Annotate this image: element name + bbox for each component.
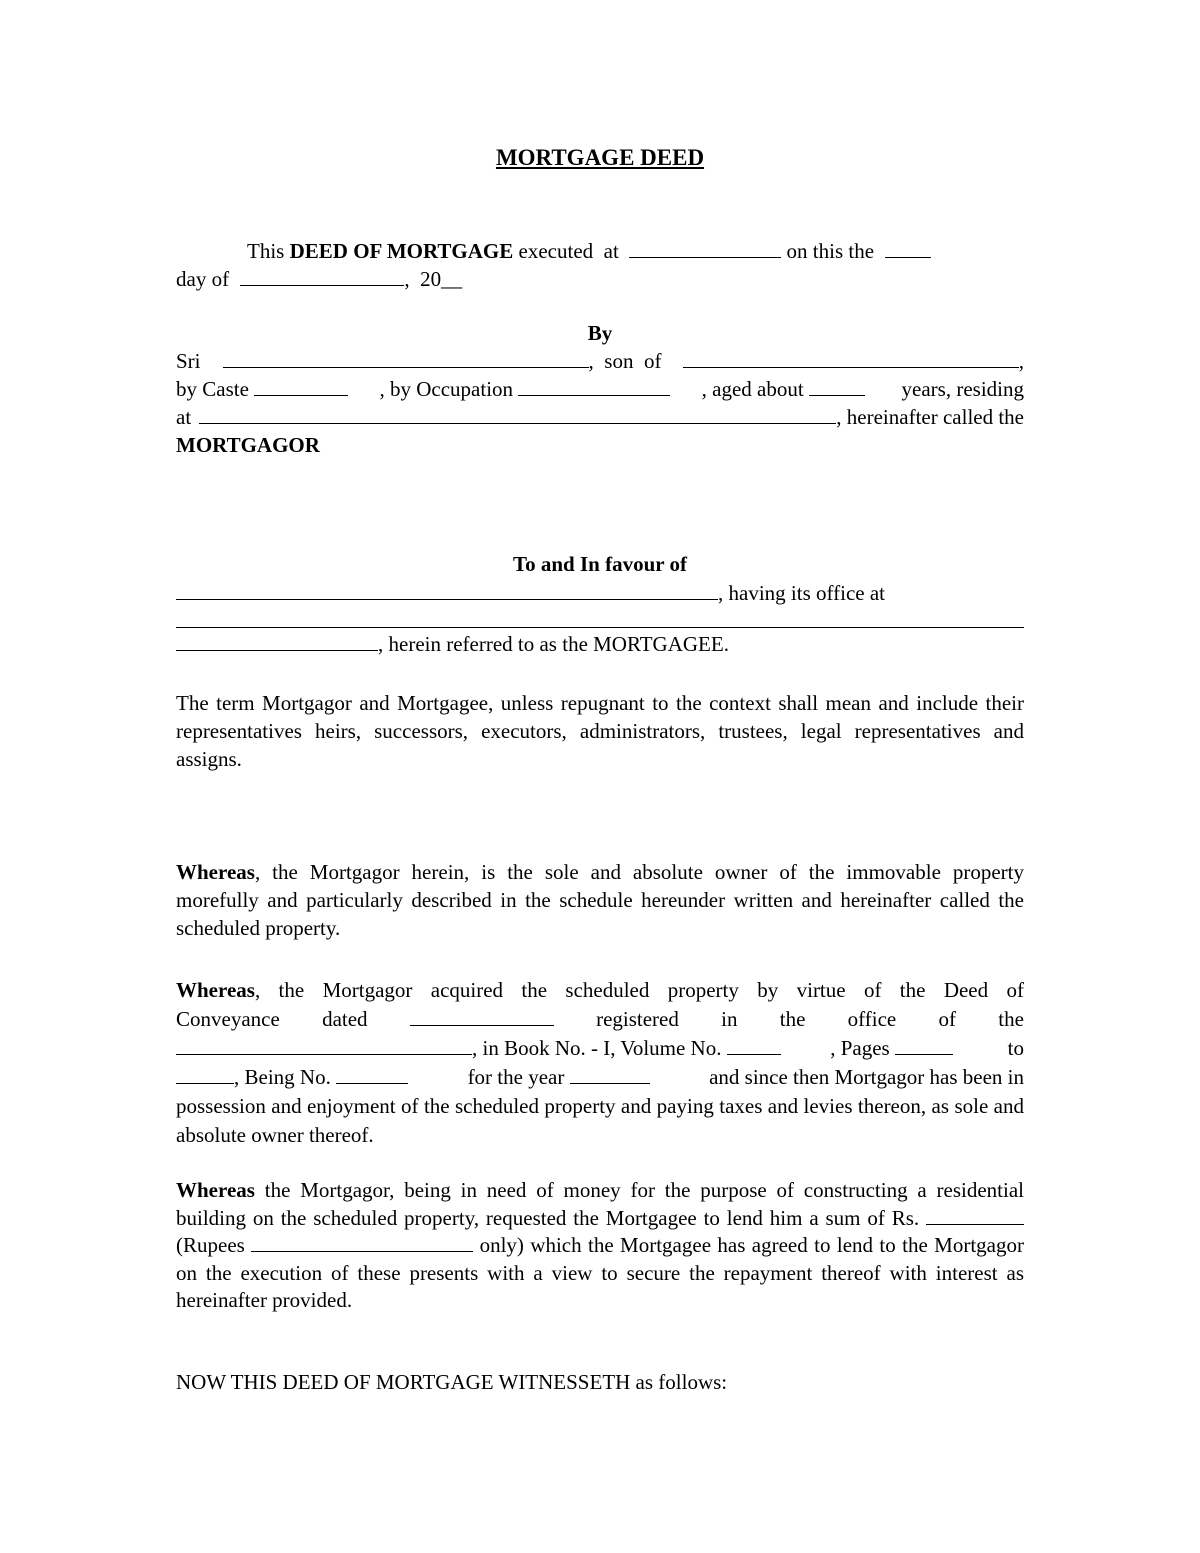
word-office: office <box>847 1007 897 1031</box>
place-blank <box>629 239 781 258</box>
word-in: in <box>721 1007 738 1031</box>
rupees-label: (Rupees <box>176 1233 252 1257</box>
whereas-1-bold: Whereas <box>176 860 255 884</box>
volume-blank <box>727 1036 781 1055</box>
whereas-1-paragraph <box>176 858 1024 942</box>
word-of: of <box>938 1007 957 1031</box>
whereas-1-text: , the Mortgagor herein, is the sole and absolute owner of the immovable property morefully and particularly described in the schedule hereunder written and hereinafter called the scheduled property. <box>176 860 1024 940</box>
intro-line-2 <box>176 265 1024 293</box>
word-conveyance: Conveyance <box>176 1007 280 1031</box>
favour-heading: To and In favour of <box>513 552 687 576</box>
pages-blank <box>895 1036 953 1055</box>
book-label: , in Book No. - I, Volume No. <box>472 1036 727 1060</box>
mortgagor-block <box>176 347 1024 459</box>
being-no-blank <box>336 1065 408 1084</box>
term-paragraph: The term Mortgagor and Mortgagee, unless repugnant to the context shall mean and include their representatives heirs, successors, executors, administrators, trustees, legal representatives and assigns. <box>176 691 1024 771</box>
office-address-blank-2 <box>176 632 378 651</box>
sri-label: Sri <box>176 349 201 373</box>
at-label: at <box>176 405 192 429</box>
month-blank <box>240 267 404 286</box>
father-name-blank <box>683 349 1018 368</box>
mortgagee-block <box>176 579 1024 658</box>
whereas-2-line-1-text: , the Mortgagor acquired the scheduled property by virtue of the Deed of <box>254 978 1024 1002</box>
amount-blank <box>926 1206 1024 1225</box>
to-label: to <box>1002 1036 1024 1060</box>
whereas-2-paragraph <box>176 976 1024 1150</box>
word-dated: dated <box>322 1007 368 1031</box>
mortgagee-referred: , herein referred to as the MORTGAGEE. <box>378 632 729 656</box>
word-the: the <box>779 1007 806 1031</box>
caste-label: by Caste <box>176 377 255 401</box>
mortgagor-line-3 <box>176 403 1024 431</box>
age-label: , aged about <box>701 377 809 401</box>
registrar-office-blank <box>176 1036 472 1055</box>
amount-words-blank <box>251 1233 473 1252</box>
page-title: MORTGAGE DEED <box>495 145 705 170</box>
word-registered: registered <box>596 1007 679 1031</box>
son-of-label: , son of <box>588 349 662 373</box>
being-no-label: , Being No. <box>234 1065 337 1089</box>
deed-date-blank <box>410 1007 554 1026</box>
whereas-2-line-1 <box>176 976 1024 1005</box>
whereas-3-text-1: the Mortgagor, being in need of money for the purpose of constructing a residential building on the scheduled property, requested the Mortgagee to lend him a sum of Rs. <box>176 1178 1024 1230</box>
day-blank <box>885 239 931 258</box>
whereas-2-line-4 <box>176 1063 1024 1092</box>
age-blank <box>809 377 865 396</box>
hereinafter-label: , hereinafter called the <box>836 405 1024 429</box>
whereas-3-paragraph <box>176 1177 1024 1315</box>
pages-to-blank <box>176 1065 234 1084</box>
mortgagor-name-blank <box>223 349 589 368</box>
mortgagee-name-blank <box>176 581 718 600</box>
residing-label: years, residing <box>896 377 1024 401</box>
word-the-2: the <box>998 1007 1024 1031</box>
title-block <box>176 144 1024 172</box>
intro-executed-at: executed at <box>513 239 630 263</box>
pages-label: , Pages <box>830 1036 895 1060</box>
by-heading: By <box>587 321 613 345</box>
mortgagee-line-1 <box>176 579 1024 607</box>
intro-on-this-the: on this the <box>781 239 880 263</box>
witnesseth-line: NOW THIS DEED OF MORTGAGE WITNESSETH as follows: <box>176 1370 728 1394</box>
since-label: and since then Mortgagor has been in <box>703 1065 1024 1089</box>
mortgagee-line-2 <box>176 609 1024 628</box>
whereas-2-bold: Whereas <box>176 978 255 1002</box>
occupation-blank <box>518 377 670 396</box>
whereas-2-rest: possession and enjoyment of the scheduled property and paying taxes and levies thereon, as sole and absolute owner thereof. <box>176 1094 1024 1147</box>
intro-line-1 <box>176 237 1024 265</box>
mortgagor-line-1: Sri , son of , <box>176 349 1024 373</box>
whereas-2-line-3 <box>176 1034 1024 1063</box>
whereas-2-line-2 <box>176 1005 1024 1034</box>
intro-day-of: day of <box>176 267 235 291</box>
whereas-3-bold: Whereas <box>176 1178 255 1202</box>
mortgagee-line-3 <box>176 630 1024 658</box>
intro-bold: DEED OF MORTGAGE <box>289 239 514 263</box>
year-blank <box>570 1065 650 1084</box>
mortgagor-line-2 <box>176 375 1024 403</box>
mortgagor-label: MORTGAGOR <box>176 433 320 457</box>
intro-paragraph <box>176 237 1024 293</box>
intro-year: , 20__ <box>404 267 463 291</box>
caste-blank <box>254 377 348 396</box>
office-address-blank <box>176 609 1024 628</box>
occupation-label: , by Occupation <box>379 377 519 401</box>
address-blank <box>199 405 836 424</box>
intro-prefix: This <box>247 239 290 263</box>
whereas-3-text-2: only) which the Mortgagee has agreed to lend to the Mortgagor on the execution of these presents with a view to secure the repayment thereof with interest as hereinafter provided. <box>176 1233 1024 1312</box>
having-office-label: , having its office at <box>718 581 885 605</box>
for-year-label: for the year <box>462 1065 570 1089</box>
